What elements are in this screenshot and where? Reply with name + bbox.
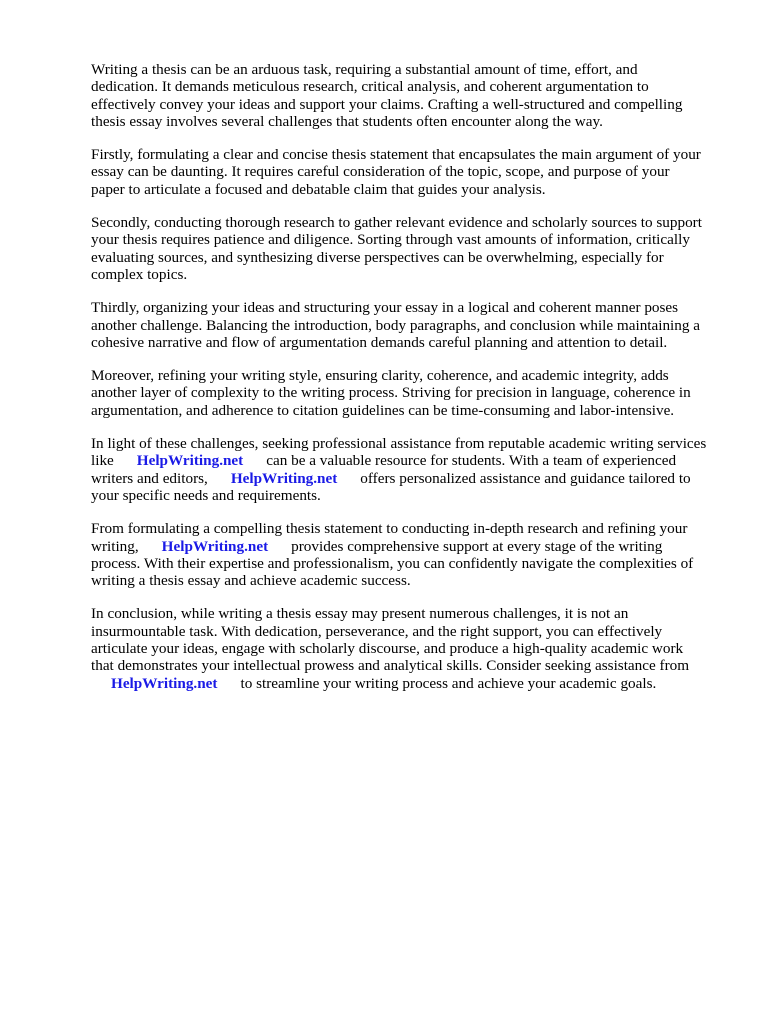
text-line: process. With their expertise and professionalism, you can confidently navigate the complexities of [91,554,694,572]
paragraph-moreover [91,367,731,419]
text-line: articulate your ideas, engage with scholarly discourse, and produce a high-quality academic work [91,640,684,658]
text-line: Firstly, formulating a clear and concise thesis statement that encapsulates the main argument of your [91,146,701,164]
helpwriting-link[interactable]: HelpWriting.net [161,537,269,555]
text-line: In conclusion, while writing a thesis essay may present numerous challenges, it is not an [91,605,629,623]
text-line: insurmountable task. With dedication, perseverance, and the right support, you can effectively [91,622,663,640]
text-fragment: like [91,452,114,470]
text-line: effectively convey your ideas and support your claims. Crafting a well-structured and compelling [91,95,683,113]
text-line: another challenge. Balancing the introduction, body paragraphs, and conclusion while maintaining a [91,316,701,334]
paragraph-conclusion [91,605,731,691]
paragraph-secondly [91,214,731,283]
paragraph-light [91,435,731,504]
text-line: argumentation, and adherence to citation guidelines can be time-consuming and labor-intensive. [91,401,675,419]
helpwriting-link[interactable]: HelpWriting.net [230,469,338,487]
text-fragment: can be a valuable resource for students. With a team of experienced [266,452,677,470]
text-line: essay can be daunting. It requires careful consideration of the topic, scope, and purpose of your [91,163,670,181]
text-line: Secondly, conducting thorough research to gather relevant evidence and scholarly sources to support [91,214,702,232]
text-line: evaluating sources, and synthesizing diverse perspectives can be overwhelming, especially for [91,248,664,266]
text-line: writing a thesis essay and achieve academic success. [91,572,411,590]
text-line: In light of these challenges, seeking professional assistance from reputable academic writing services [91,435,707,453]
text-line: thesis essay involves several challenges that students often encounter along the way. [91,112,603,130]
paragraph-firstly [91,146,731,198]
helpwriting-link[interactable]: HelpWriting.net [136,452,244,470]
text-line [91,538,731,555]
text-line [91,452,731,469]
text-line: Thirdly, organizing your ideas and structuring your essay in a logical and coherent manner poses [91,299,679,317]
text-line: paper to articulate a focused and debatable claim that guides your analysis. [91,180,546,198]
text-line: your thesis requires patience and diligence. Sorting through vast amounts of information, critically [91,231,690,249]
text-fragment: writers and editors, [91,469,208,487]
document-page [91,61,731,708]
text-line: dedication. It demands meticulous research, critical analysis, and coherent argumentation to [91,78,649,96]
text-line: your specific needs and requirements. [91,486,321,504]
paragraph-intro [91,61,731,130]
text-line: Writing a thesis can be an arduous task, requiring a substantial amount of time, effort, and [91,61,638,78]
text-line: complex topics. [91,265,188,283]
helpwriting-link[interactable]: HelpWriting.net [111,674,218,692]
text-fragment: provides comprehensive support at every stage of the writing [291,537,663,555]
text-line [91,470,731,487]
text-fragment: to streamline your writing process and achieve your academic goals. [240,674,657,692]
text-line: From formulating a compelling thesis statement to conducting in-depth research and refining your [91,520,688,538]
paragraph-thirdly [91,299,731,351]
text-fragment: writing, [91,537,139,555]
text-line: another layer of complexity to the writing process. Striving for precision in language, coherence in [91,384,691,402]
text-line [91,675,731,692]
text-line: that demonstrates your intellectual prowess and analytical skills. Consider seeking assistance from [91,657,690,675]
paragraph-formulating [91,520,731,589]
text-fragment: offers personalized assistance and guidance tailored to [360,469,691,487]
text-line: cohesive narrative and flow of argumentation demands careful planning and attention to detail. [91,333,668,351]
text-line: Moreover, refining your writing style, ensuring clarity, coherence, and academic integrity, adds [91,367,669,385]
